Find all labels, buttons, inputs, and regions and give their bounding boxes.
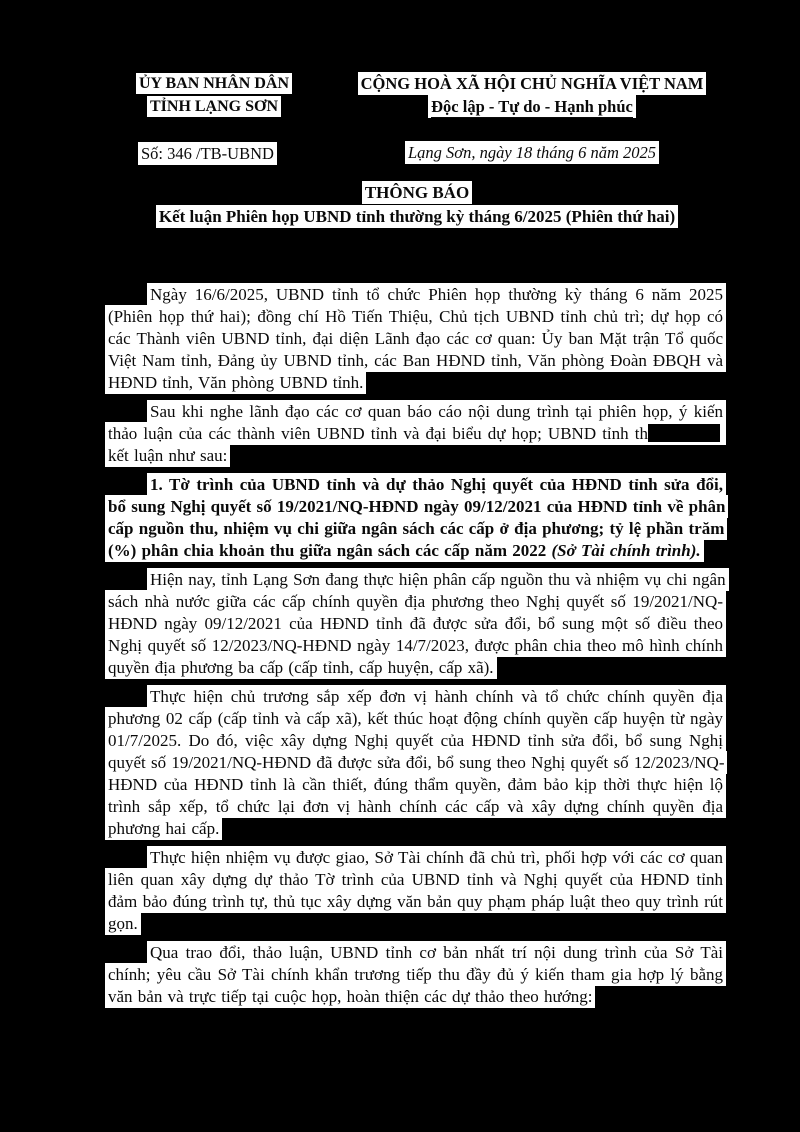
paragraph-drafting-process: Thực hiện nhiệm vụ được giao, Sở Tài chính đã chủ trì, phối hợp với các cơ quan liên quan xây dựng dự thảo Tờ trình của UBND tỉnh và Nghị quyết của HĐND tỉnh đảm bảo đúng trình tự, thủ tục xây dựng văn bản quy phạm pháp luật theo quy trình rút gọn. bbox=[105, 847, 726, 935]
org-name-line1: ỦY BAN NHÂN DÂN bbox=[136, 73, 292, 94]
org-name-line2: TỈNH LẠNG SƠN bbox=[147, 96, 281, 117]
place-and-date-text: Lạng Sơn, ngày 18 tháng 6 năm 2025 bbox=[405, 141, 659, 164]
paragraph-policy-rationale: Thực hiện chủ trương sắp xếp đơn vị hành chính và tổ chức chính quyền địa phương 02 cấp (cấp tỉnh và cấp xã), kết thúc hoạt động chính quyền cấp huyện từ ngày 01/7/2025. Do đó, việc xây dựng Nghị quyết của HĐND tỉnh sửa đổi, bổ sung Nghị quyết số 19/2021/NQ-HĐND đã được sửa đổi, bổ sung theo Nghị quyết số 12/2023/NQ-HĐND của HĐND tỉnh là cần thiết, đúng thẩm quyền, đảm bảo kịp thời thực hiện lộ trình sắp xếp, tổ chức lại đơn vị hành chính các cấp và xây dựng chính quyền địa phương hai cấp. bbox=[105, 686, 726, 840]
paragraph-conclusion-lead bbox=[105, 401, 726, 467]
section-1-heading-submitter: (Sở Tài chính trình). bbox=[551, 541, 701, 560]
paragraph-intro-session: Ngày 16/6/2025, UBND tỉnh tổ chức Phiên họp thường kỳ tháng 6 năm 2025 (Phiên họp thứ hai); đồng chí Hồ Tiến Thiệu, Chủ tịch UBND tỉnh chủ trì; dự họp có các Thành viên UBND tỉnh, đại diện Lãnh đạo các cơ quan: Ủy ban Mặt trận Tổ quốc Việt Nam tỉnh, Đảng ủy UBND tỉnh, các Ban HĐND tỉnh, Văn phòng Đoàn ĐBQH và HĐND tỉnh, Văn phòng UBND tỉnh. bbox=[105, 284, 726, 394]
conclusion-lead-suffix: kết luận như sau: bbox=[108, 446, 228, 465]
document-number bbox=[138, 142, 277, 165]
place-and-date bbox=[334, 141, 730, 165]
issuing-authority-block bbox=[106, 72, 322, 118]
national-motto-line2: Độc lập - Tự do - Hạnh phúc bbox=[431, 97, 633, 116]
section-1-heading-text: 1. Tờ trình của UBND tỉnh và dự thảo Nghị quyết của HĐND tỉnh sửa đổi, bổ sung Nghị quyết số 19/2021/NQ-HĐND ngày 09/12/2021 của HĐND tỉnh về phân cấp nguồn thu, nhiệm vụ chi giữa ngân sách các cấp ở địa phương; tỷ lệ phần trăm (%) phân chia khoản thu giữa ngân sách các cấp năm 2022 bbox=[108, 475, 726, 560]
section-1-heading bbox=[105, 474, 726, 562]
document-title: THÔNG BÁO bbox=[362, 181, 472, 204]
document-number-text: Số: 346 /TB-UBND bbox=[138, 142, 277, 165]
document-subtitle: Kết luận Phiên họp UBND tỉnh thường kỳ tháng 6/2025 (Phiên thứ hai) bbox=[156, 205, 678, 228]
conclusion-lead-prefix: Sau khi nghe lãnh đạo các cơ quan báo cáo nội dung trình tại phiên họp, ý kiến thảo luận của các thành viên UBND tỉnh và đại biểu dự họp; UBND tỉnh th bbox=[108, 402, 723, 443]
national-header-block bbox=[334, 72, 730, 118]
paragraph-agreement-direction: Qua trao đổi, thảo luận, UBND tỉnh cơ bản nhất trí nội dung trình của Sở Tài chính; yêu cầu Sở Tài chính khẩn trương tiếp thu đầy đủ ý kiến tham gia hợp lý bằng văn bản và trực tiếp tại cuộc họp, hoàn thiện các dự thảo theo hướng: bbox=[105, 942, 726, 1008]
redaction-box bbox=[648, 424, 720, 442]
national-motto-line1: CỘNG HOÀ XÃ HỘI CHỦ NGHĨA VIỆT NAM bbox=[358, 72, 707, 95]
document-title-block bbox=[104, 181, 730, 229]
document-body bbox=[105, 284, 726, 1015]
paragraph-current-status: Hiện nay, tỉnh Lạng Sơn đang thực hiện phân cấp nguồn thu và nhiệm vụ chi ngân sách nhà nước giữa các cấp chính quyền địa phương theo Nghị quyết số 19/2021/NQ-HĐND ngày 09/12/2021 của HĐND tỉnh đã được sửa đổi, bổ sung một số điều theo Nghị quyết số 12/2023/NQ-HĐND ngày 14/7/2023, được phân chia theo mô hình chính quyền địa phương ba cấp (cấp tỉnh, cấp huyện, cấp xã). bbox=[105, 569, 726, 679]
